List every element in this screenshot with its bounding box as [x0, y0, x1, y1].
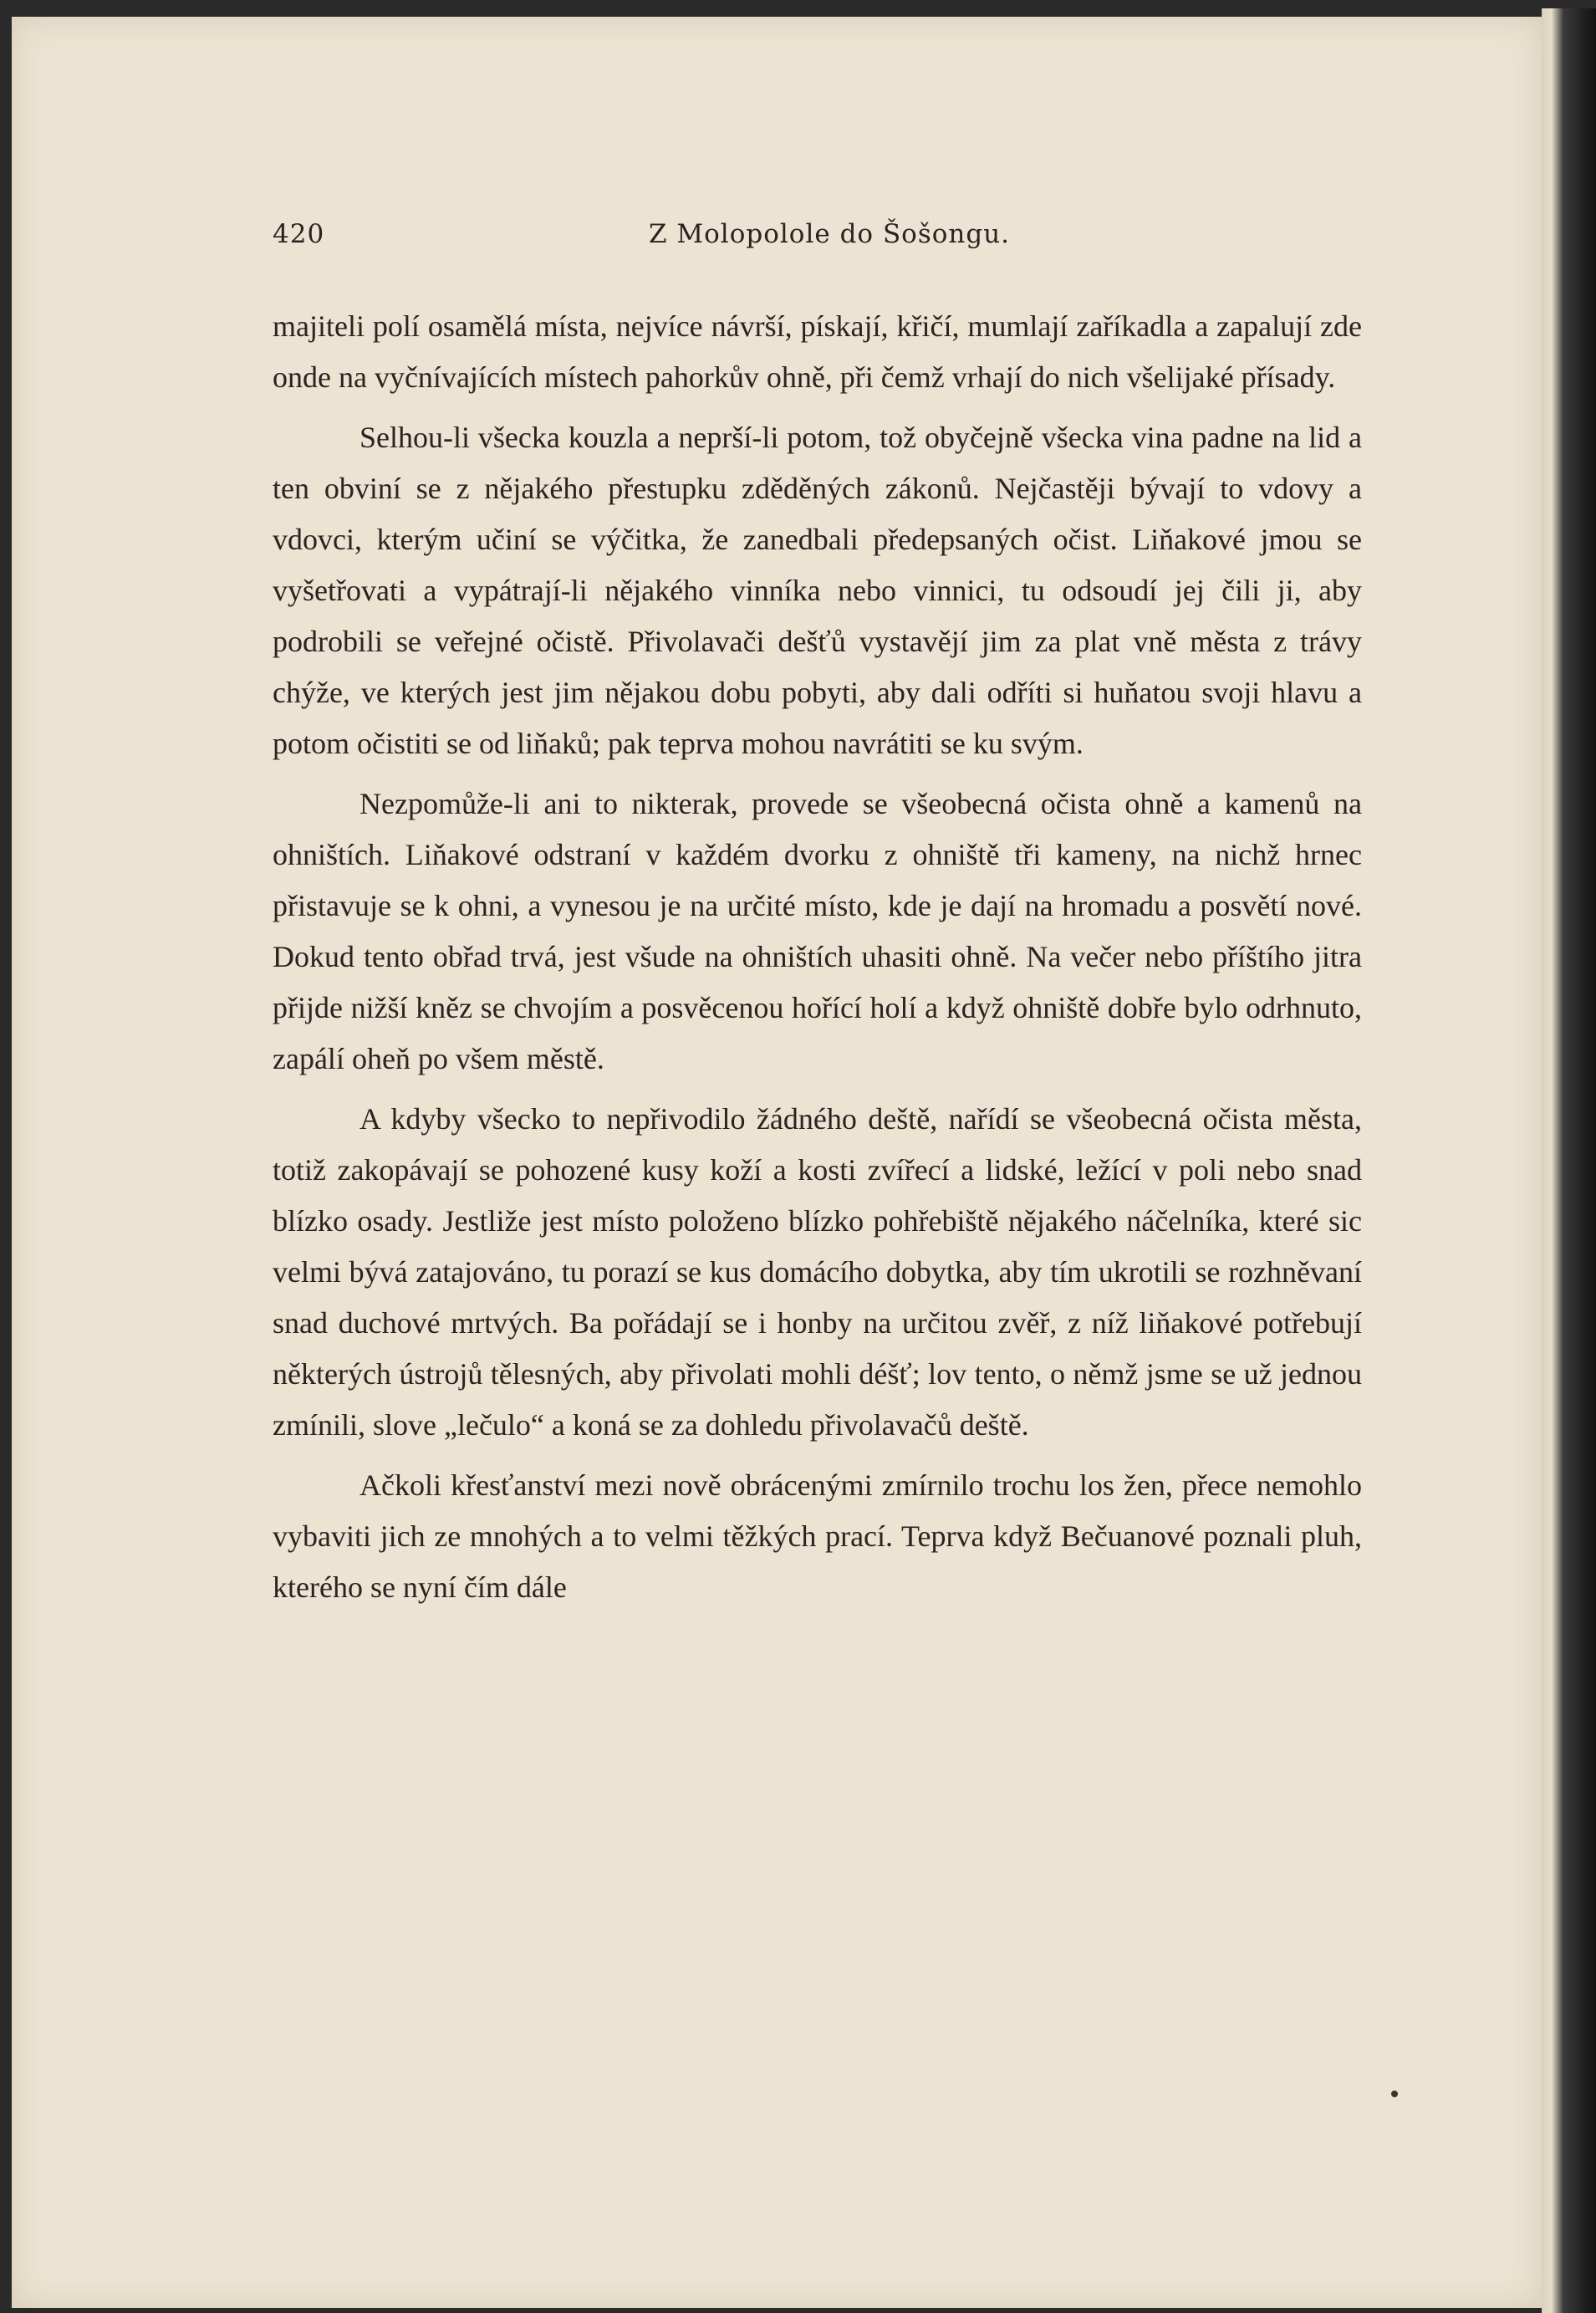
running-title: Z Molopolole do Šošongu. [649, 219, 1011, 249]
paragraph: Ačkoli křesťanství mezi nově obrácenými zmírnilo trochu los žen, přece nemohlo vybaviti jich ze mnohých a to velmi těžkých prací. Teprva když Bečuanové poznali pluh, kterého se nyní čím dále [273, 1468, 1362, 1604]
paper-speck [1391, 2091, 1398, 2097]
paragraph: Nezpomůže-li ani to nikterak, provede se všeobecná očista ohně a kamenů na ohništích. Liňakové odstraní v každém dvorku z ohniště tři kameny, na nichž hrnec přistavuje se k ohni, a vynesou je na určité místo, kde je dají na hromadu a posvětí nové. Dokud tento obřad trvá, jest všude na ohništích uhasiti ohně. Na večer nebo příštího jitra přijde nižší kněz se chvojím a posvěcenou hořící holí a když ohniště dobře bylo odrhnuto, zapálí oheň po všem městě. [273, 787, 1362, 1075]
paragraph: A kdyby všecko to nepřivodilo žádného deště, nařídí se všeobecná očista města, totiž zakopávají se pohozené kusy koží a kosti zvířecí a lidské, ležící v poli nebo snad blízko osady. Jestliže jest místo položeno blízko pohřebiště nějakého náčelníka, které sic velmi bývá zatajováno, tu porazí se kus domácího dobytka, aby tím ukrotili se rozhněvaní snad duchové mrtvých. Ba pořádají se i honby na určitou zvěř, z níž liňakové potřebují některých ústrojů tělesných, aby přivolati mohli déšť; lov tento, o němž jsme se už jednou zmínili, slove „lečulo“ a koná se za dohledu přivolavačů deště. [273, 1102, 1362, 1442]
body-text [273, 301, 1362, 1622]
page-number: 420 [273, 219, 325, 249]
paragraph: majiteli polí osamělá místa, nejvíce návrší, pískají, křičí, mumlají zaříkadla a zapalují zde onde na vyčnívajících místech pahorkův ohně, při čemž vrhají do nich všelijaké přísady. [273, 309, 1362, 394]
running-head [273, 219, 1359, 261]
paragraph: Selhou-li všecka kouzla a neprší-li potom, tož obyčejně všecka vina padne na lid a ten obviní se z nějakého přestupku zděděných zákonů. Nejčastěji bývají to vdovy a vdovci, kterým učiní se výčitka, že zanedbali předepsaných očist. Liňakové jmou se vyšetřovati a vypátrají-li nějakého vinníka nebo vinnici, tu odsoudí jej čili ji, aby podrobili se veřejné očistě. Přivolavači dešťů vystavějí jim za plat vně města z trávy chýže, ve kterých jest jim nějakou dobu pobyti, aby dali odříti si huňatou svoji hlavu a potom očistiti se od liňaků; pak teprva mohou navrátiti se ku svým. [273, 421, 1362, 760]
page-edge [1542, 8, 1596, 2313]
